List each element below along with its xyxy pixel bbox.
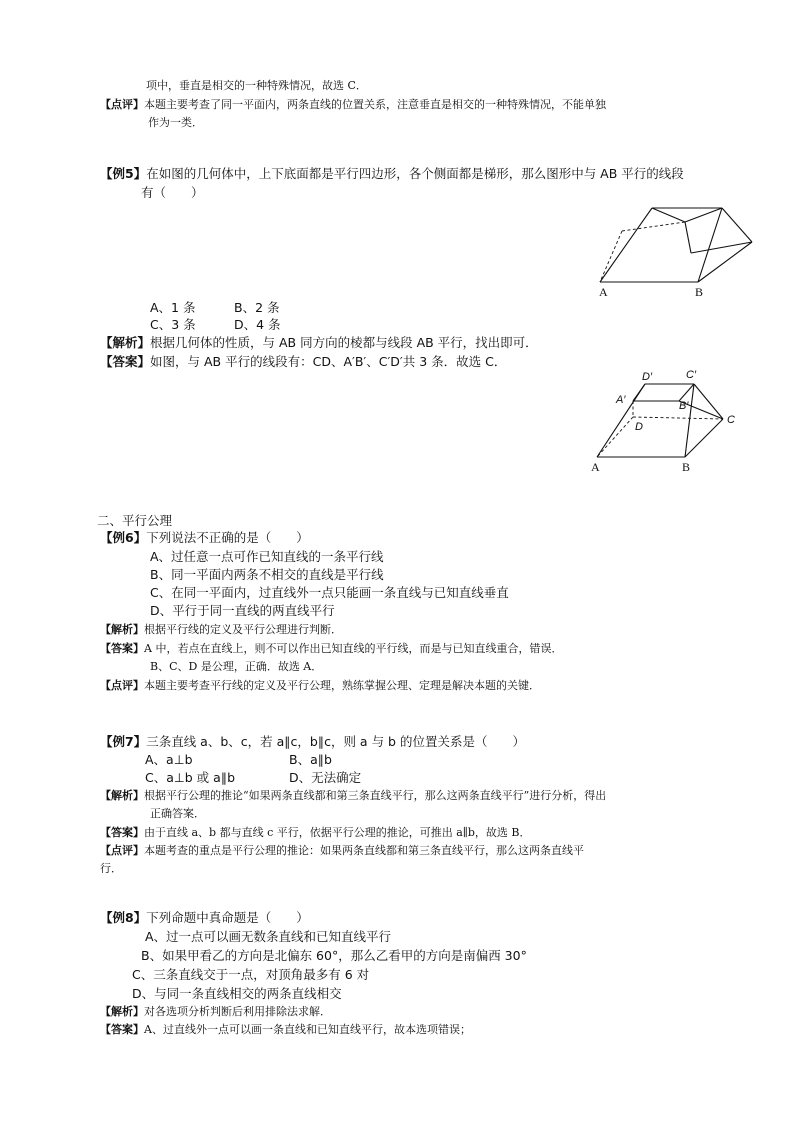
ex6-tag: 【例6】 <box>100 530 147 545</box>
ex6-question-text: 下列说法不正确的是（ ） <box>146 530 309 545</box>
ex5-option-d: D、4 条 <box>234 317 281 332</box>
ex8-tag: 【例8】 <box>100 910 147 925</box>
fig2-label-b-prime: B′ <box>679 400 689 412</box>
ex6-answer-continuation: B、C、D 是公理，正确．故选 A． <box>150 660 323 673</box>
ex5-answer-tag: 【答案】 <box>100 354 151 369</box>
ex7-tag: 【例7】 <box>100 734 147 749</box>
ex7-option-a: A、a⊥b <box>145 752 193 767</box>
ex5-question <box>100 166 684 182</box>
ex5-option-c: C、3 条 <box>150 317 196 332</box>
ex8-option-d: D、与同一条直线相交的两条直线相交 <box>132 986 342 1001</box>
ex8-question <box>100 910 309 926</box>
ex7-comment-text: 本题考查的重点是平行公理的推论：如果两条直线都和第三条直线平行，那么这两条直线平 <box>144 844 584 857</box>
ex8-question-text: 下列命题中真命题是（ ） <box>146 910 309 925</box>
fig1-label-b: B <box>695 285 704 299</box>
fig2-label-a-prime: A′ <box>616 394 626 406</box>
ex6-option-c: C、在同一平面内，过直线外一点只能画一条直线与已知直线垂直 <box>150 585 509 600</box>
comment-text: 本题主要考查了同一平面内，两条直线的位置关系，注意垂直是相交的一种特殊情况，不能单独 <box>144 98 606 111</box>
ex7-option-b: B、a∥b <box>289 752 332 767</box>
ex7-comment-tag: 【点评】 <box>100 844 144 857</box>
ex5-tag: 【例5】 <box>100 166 147 181</box>
ex6-comment <box>100 678 540 694</box>
section-title: 二、平行公理 <box>97 513 173 528</box>
fig1-label-a: A <box>599 285 608 299</box>
ex5-figure-1 <box>590 200 765 300</box>
ex7-answer <box>100 825 531 841</box>
prev-answer-continuation: 项中，垂直是相交的一种特殊情况，故选 C． <box>146 79 367 92</box>
ex5-answer <box>100 354 506 370</box>
ex5-analysis-text: 根据几何体的性质，与 AB 同方向的棱都与线段 AB 平行，找出即可． <box>150 335 538 350</box>
ex8-option-a: A、过一点可以画无数条直线和已知直线平行 <box>145 929 392 944</box>
ex5-analysis <box>100 335 538 351</box>
fig2-label-c-prime: C′ <box>686 369 697 381</box>
ex7-analysis-tag: 【解析】 <box>100 789 144 802</box>
ex6-comment-tag: 【点评】 <box>100 679 144 692</box>
ex6-analysis <box>100 622 342 638</box>
ex7-question <box>100 734 525 750</box>
ex8-option-c: C、三条直线交于一点，对顶角最多有 6 对 <box>132 967 370 982</box>
ex7-question-text: 三条直线 a、b、c，若 a∥c，b∥c，则 a 与 b 的位置关系是（ ） <box>146 734 525 749</box>
fig2-label-a: A <box>591 460 600 474</box>
ex6-option-d: D、平行于同一直线的两直线平行 <box>150 603 335 618</box>
ex5-option-a: A、1 条 <box>150 300 196 315</box>
prev-comment <box>100 97 606 113</box>
ex8-answer-tag: 【答案】 <box>100 1023 144 1036</box>
ex8-analysis-text: 对各选项分析判断后利用排除法求解． <box>144 1005 331 1018</box>
fig2-label-c: C <box>727 414 735 426</box>
ex8-answer-text: A、过直线外一点可以画一条直线和已知直线平行，故本选项错误； <box>144 1023 471 1036</box>
ex7-option-d: D、无法确定 <box>289 770 362 785</box>
ex7-answer-text: 由于直线 a、b 都与直线 c 平行，依据平行公理的推论，可推出 a∥b，故选 B． <box>144 826 531 839</box>
ex8-analysis <box>100 1004 331 1020</box>
ex8-analysis-tag: 【解析】 <box>100 1005 144 1018</box>
ex6-answer <box>100 641 562 657</box>
ex5-answer-text: 如图，与 AB 平行的线段有：CD、A′B′、C′D′共 3 条．故选 C． <box>150 354 507 369</box>
ex7-option-c: C、a⊥b 或 a∥b <box>145 770 236 785</box>
ex6-analysis-tag: 【解析】 <box>100 623 144 636</box>
ex7-analysis <box>100 788 606 804</box>
ex5-option-b: B、2 条 <box>234 300 280 315</box>
ex6-answer-tag: 【答案】 <box>100 642 144 655</box>
ex7-answer-tag: 【答案】 <box>100 826 144 839</box>
ex5-question-text: 在如图的几何体中，上下底面都是平行四边形，各个侧面都是梯形，那么图形中与 AB 平行的线段 <box>146 166 684 181</box>
ex5-figure-2 <box>585 364 745 476</box>
ex8-answer <box>100 1022 471 1038</box>
ex6-analysis-text: 根据平行线的定义及平行公理进行判断． <box>144 623 342 636</box>
ex6-question <box>100 530 309 546</box>
fig2-label-d: D <box>635 421 643 433</box>
ex5-question-continuation: 有（ ） <box>141 185 204 200</box>
ex5-analysis-tag: 【解析】 <box>100 335 151 350</box>
ex6-option-b: B、同一平面内两条不相交的直线是平行线 <box>150 567 384 582</box>
fig2-label-d-prime: D′ <box>642 371 653 383</box>
prev-comment-continuation: 作为一类． <box>148 116 203 129</box>
comment-tag: 【点评】 <box>100 98 144 111</box>
ex7-comment <box>100 843 584 859</box>
ex7-analysis-text: 根据平行公理的推论“如果两条直线都和第三条直线平行，那么这两条直线平行”进行分析，得出 <box>144 789 607 802</box>
ex8-option-b: B、如果甲看乙的方向是北偏东 60°，那么乙看甲的方向是南偏西 30° <box>141 948 527 963</box>
ex6-answer-text: A 中，若点在直线上，则不可以作出已知直线的平行线，而是与已知直线重合，错误． <box>144 642 563 655</box>
ex7-comment-continuation: 行． <box>100 862 122 875</box>
ex6-option-a: A、过任意一点可作已知直线的一条平行线 <box>150 549 384 564</box>
ex7-analysis-continuation: 正确答案． <box>150 807 205 820</box>
fig2-label-b: B <box>682 460 691 474</box>
ex6-comment-text: 本题主要考查平行线的定义及平行公理，熟练掌握公理、定理是解决本题的关键． <box>144 679 540 692</box>
